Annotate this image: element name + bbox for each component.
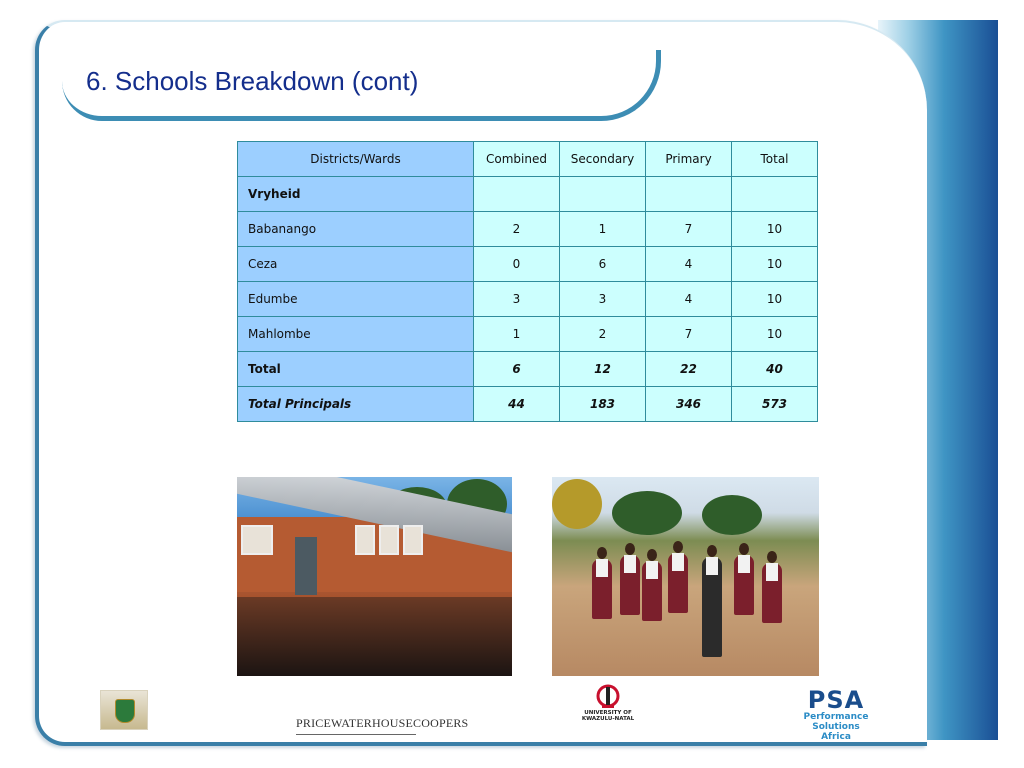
slide-title: 6. Schools Breakdown (cont)	[86, 66, 419, 96]
cell-total: 10	[732, 212, 818, 247]
cell-secondary: 1	[560, 212, 646, 247]
window	[241, 525, 273, 555]
learner-figure	[762, 563, 782, 623]
tree	[552, 479, 602, 529]
cell-secondary: 2	[560, 317, 646, 352]
table-row-total	[238, 352, 818, 387]
schools-table	[237, 141, 818, 422]
learner-figure	[592, 559, 612, 619]
cell-secondary: 3	[560, 282, 646, 317]
ukzn-text-line2: KWAZULU-NATAL	[581, 716, 635, 722]
learner-figure	[734, 555, 754, 615]
psa-text-line1: Performance	[803, 712, 869, 722]
ukzn-crest-icon	[594, 684, 622, 710]
cell-combined: 2	[474, 212, 560, 247]
cell-combined: 44	[474, 387, 560, 422]
cell-secondary	[560, 177, 646, 212]
learners-photo	[552, 477, 819, 676]
cell-combined: 0	[474, 247, 560, 282]
cell-secondary: 12	[560, 352, 646, 387]
learner-figure	[702, 557, 722, 657]
table-row	[238, 317, 818, 352]
school-building-photo	[237, 477, 512, 676]
cell-total: 10	[732, 247, 818, 282]
cell-secondary: 6	[560, 247, 646, 282]
learner-figure	[668, 553, 688, 613]
learner-figure	[642, 561, 662, 621]
psa-text-line2: Solutions Africa	[812, 722, 860, 742]
row-label: Mahlombe	[238, 317, 474, 352]
door	[295, 537, 317, 595]
ground-shadow	[237, 597, 512, 676]
header-districts: Districts/Wards	[238, 142, 474, 177]
cell-total: 573	[732, 387, 818, 422]
cell-primary: 4	[646, 282, 732, 317]
cell-combined: 1	[474, 317, 560, 352]
psa-mark: PSA	[807, 686, 865, 714]
ukzn-text-line1: UNIVERSITY OF	[584, 710, 632, 716]
row-label: Total Principals	[238, 387, 474, 422]
cell-primary: 22	[646, 352, 732, 387]
cell-total	[732, 177, 818, 212]
row-label: Vryheid	[238, 177, 474, 212]
tree	[702, 495, 762, 535]
crest-shield-icon	[115, 699, 135, 723]
cell-secondary: 183	[560, 387, 646, 422]
psa-logo	[796, 688, 876, 742]
header-total: Total	[732, 142, 818, 177]
header-combined: Combined	[474, 142, 560, 177]
tree	[612, 491, 682, 535]
table-row	[238, 212, 818, 247]
header-primary: Primary	[646, 142, 732, 177]
window	[355, 525, 375, 555]
coat-of-arms-logo	[100, 690, 148, 730]
cell-combined: 6	[474, 352, 560, 387]
window	[379, 525, 399, 555]
cell-primary: 7	[646, 317, 732, 352]
cell-combined: 3	[474, 282, 560, 317]
window	[403, 525, 423, 555]
cell-total: 10	[732, 317, 818, 352]
row-label: Edumbe	[238, 282, 474, 317]
cell-total: 40	[732, 352, 818, 387]
row-label: Ceza	[238, 247, 474, 282]
pwc-underline	[296, 734, 416, 735]
table-row	[238, 247, 818, 282]
header-secondary: Secondary	[560, 142, 646, 177]
row-label: Total	[238, 352, 474, 387]
learner-figure	[620, 555, 640, 615]
cell-primary: 4	[646, 247, 732, 282]
cell-total: 10	[732, 282, 818, 317]
table-row	[238, 177, 818, 212]
ukzn-logo	[578, 684, 638, 734]
table-row	[238, 282, 818, 317]
cell-primary: 346	[646, 387, 732, 422]
table-header-row	[238, 142, 818, 177]
row-label: Babanango	[238, 212, 474, 247]
cell-combined	[474, 177, 560, 212]
pwc-logo: PRICEWATERHOUSECOOPERS	[296, 716, 469, 730]
cell-primary	[646, 177, 732, 212]
table-row-total-principals	[238, 387, 818, 422]
cell-primary: 7	[646, 212, 732, 247]
